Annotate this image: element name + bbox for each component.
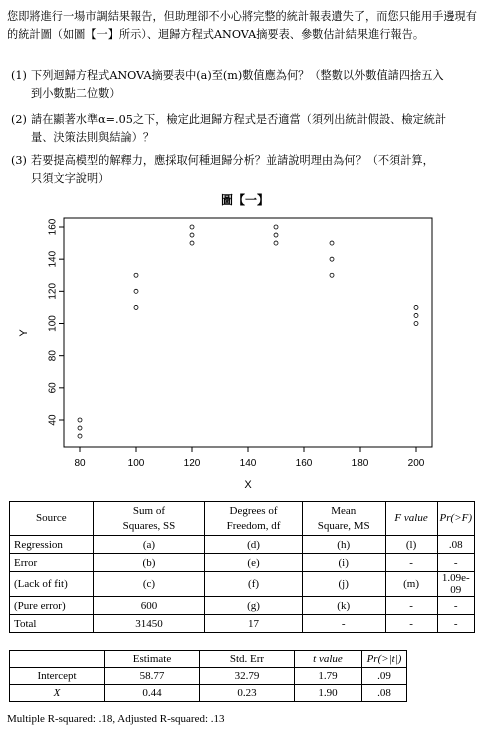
coefficient-table: [9, 650, 407, 702]
data-point: [190, 241, 194, 245]
table-row: Regression (a) (d) (h) (l) .08: [10, 536, 475, 554]
data-point: [190, 233, 194, 237]
question-text: 下列迴歸方程式ANOVA摘要表中(a)至(m)數值應為何？（整數以外數值請四捨五入: [31, 69, 444, 82]
y-tick-label: 60: [47, 382, 59, 394]
header-ms: Mean Square, MS: [302, 502, 385, 536]
table-row: Total 31450 17 - - -: [10, 615, 475, 633]
y-tick-label: 100: [47, 315, 59, 332]
scatter-chart: [0, 208, 490, 498]
table-row: Intercept 58.77 32.79 1.79 .09: [10, 668, 407, 685]
x-tick-label: 120: [183, 458, 201, 469]
question-1: [11, 67, 483, 103]
data-point: [330, 257, 334, 261]
question-text: 若要提高模型的解釋力，應採取何種迴歸分析？並請說明理由為何？（不須計算，: [31, 154, 434, 167]
data-point: [78, 418, 82, 422]
x-tick-label: 180: [351, 458, 369, 469]
x-tick-label: 200: [407, 458, 425, 469]
x-tick-label: 160: [295, 458, 313, 469]
y-tick-label: 140: [47, 250, 59, 268]
figure-title: 圖【一】: [220, 193, 269, 207]
header-df: Degrees of Freedom, df: [205, 502, 303, 536]
table-row: X 0.44 0.23 1.90 .08: [10, 685, 407, 702]
table-row: (Lack of fit) (c) (f) (j) (m) 1.09e-09: [10, 572, 475, 597]
data-point: [330, 241, 334, 245]
data-point: [414, 322, 418, 326]
r-squared-note: Multiple R-squared: .18, Adjusted R-squared: .13: [7, 713, 225, 725]
header-f: F value: [385, 502, 437, 536]
data-point: [134, 289, 138, 293]
anova-table: [9, 501, 475, 633]
question-number: (1): [11, 69, 27, 82]
question-text-cont: 到小數點二位數）: [31, 87, 121, 100]
y-tick-label: 160: [47, 218, 59, 236]
y-tick-label: 120: [47, 282, 59, 300]
data-point: [78, 434, 82, 438]
table-header-row: [10, 502, 475, 536]
data-point: [134, 273, 138, 277]
y-tick-label: 80: [47, 350, 59, 362]
question-text: 請在顯著水準α=.05之下，檢定此迴歸方程式是否適當（須列出統計假設、檢定統計: [31, 113, 447, 126]
question-3: [11, 152, 483, 188]
plot-frame: [64, 218, 432, 447]
question-number: (3): [11, 154, 27, 167]
y-axis-label: Y: [18, 329, 30, 337]
data-point: [274, 241, 278, 245]
x-tick-label: 140: [239, 458, 257, 469]
y-tick-label: 40: [47, 414, 59, 426]
question-number: (2): [11, 113, 27, 126]
data-point: [274, 225, 278, 229]
data-point: [414, 305, 418, 309]
question-text-cont: 只須文字說明）: [31, 172, 110, 185]
table-row: (Pure error) 600 (g) (k) - -: [10, 597, 475, 615]
data-point: [414, 313, 418, 317]
data-point: [330, 273, 334, 277]
question-2: [11, 111, 483, 147]
table-header-row: Estimate Std. Err t value Pr(>|t|): [10, 651, 407, 668]
header-ss: Sum of Squares, SS: [93, 502, 205, 536]
data-point: [274, 233, 278, 237]
header-p: Pr(>F): [437, 502, 474, 536]
x-axis-label: X: [244, 479, 252, 491]
intro-paragraph: 您即將進行一場市調結果報告，但助理卻不小心將完整的統計報表遺失了，而您只能用手邊現有的統計圖（如圖【一】所示）、迴歸方程式ANOVA摘要表、參數估計結果進行報告。: [7, 10, 477, 41]
x-tick-label: 80: [74, 458, 86, 469]
question-text-cont: 量、決策法則與結論）？: [31, 131, 155, 144]
data-point: [134, 305, 138, 309]
table-row: Error (b) (e) (i) - -: [10, 554, 475, 572]
data-point: [78, 426, 82, 430]
x-tick-label: 100: [127, 458, 145, 469]
header-source: Source: [10, 502, 94, 536]
data-point: [190, 225, 194, 229]
